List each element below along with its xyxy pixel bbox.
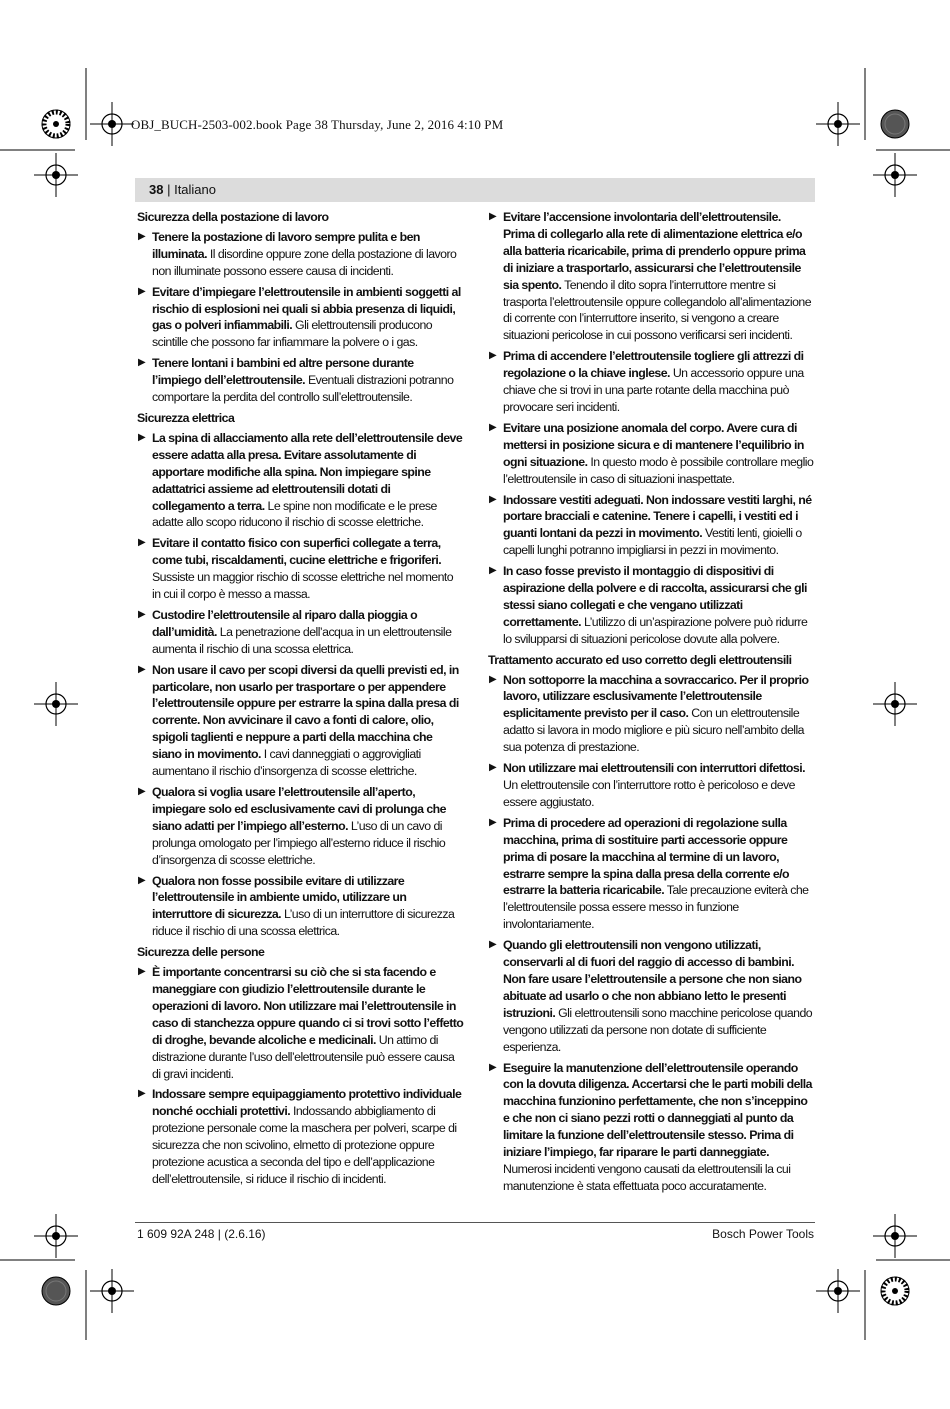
triangle-bullet-icon: ▶ (138, 786, 146, 797)
bullet-body-text: Un accessorio oppure una chiave che si trovi in una parte rotante della macchina può provocare seri incidenti. (503, 366, 804, 414)
triangle-bullet-icon: ▶ (489, 211, 497, 222)
triangle-bullet-icon: ▶ (138, 608, 146, 620)
page-number: 38 (149, 182, 164, 197)
bullet-bold-text: In caso fosse previsto il montaggio di dispositivi di aspirazione della polvere e di raccolta, assicurarsi che gli stessi siano collegati e che vengano utilizzati correttamente. (503, 564, 807, 629)
registration-cross-bottom-left (90, 1269, 134, 1313)
page-header (149, 182, 216, 197)
bullet-body-text: Il disordine oppure zone della postazione di lavoro non illuminate possono essere causa di incidenti. (152, 246, 457, 278)
triangle-bullet-icon: ▶ (138, 874, 146, 886)
bullet-body-text: L’uso di un cavo di prolunga omologato per l’impiego all’esterno riduce il rischio d’insorgenza di scosse elettriche. (152, 818, 446, 867)
triangle-bullet-icon: ▶ (489, 1061, 497, 1073)
bullet-bold-text: Non sottoporre la macchina a sovraccarico. Per il proprio lavoro, utilizzare esclusivamente l’elettroutensile esplicitamente previsto per il caso. (503, 672, 809, 721)
bullet-item (488, 815, 815, 933)
bullet-body-text: La penetrazione dell’acqua in un elettroutensile aumenta il rischio di una scossa elettrica. (152, 624, 452, 656)
bullet-body-text: Un elettroutensile con l’interruttore rotto è pericoloso e deve essere aggiustato. (503, 778, 795, 809)
registration-cross-top-left (90, 102, 134, 146)
bullet-bold-text: Evitare d’impiegare l’elettroutensile in ambienti soggetti al rischio di esplosioni nei quali si abbia presenza di liquidi, gas o polveri infiammabili. (152, 284, 461, 333)
bullet-item (488, 348, 815, 416)
bullet-bold-text: Evitare l’accensione involontaria dell’elettroutensile. Prima di collegarlo alla rete di alimentazione elettrica e/o alla batteria ricaricabile, prima di prenderlo oppure prima di iniziare a trasportarlo, assicurarsi che l’elettroutensile sia spento. (503, 210, 806, 292)
bullet-item (137, 662, 464, 780)
section-heading: Trattamento accurato ed uso corretto degli elettroutensili (488, 652, 792, 667)
bullet-body-text: In questo modo è possibile controllare meglio l’elettroutensile in caso di situazioni inaspettate. (503, 454, 814, 486)
bullet-body-text: L’utilizzo di un’aspirazione polvere può ridurre lo svilupparsi di situazioni pericolose dovute alla polvere. (503, 614, 808, 646)
triangle-bullet-icon: ▶ (489, 565, 497, 577)
bullet-body-text: Le spine non modificate e le prese adatte allo scopo riducono il rischio di scosse elettriche. (152, 498, 437, 530)
triangle-bullet-icon: ▶ (489, 673, 497, 685)
registration-cross-left-lower (34, 1214, 78, 1258)
bullet-bold-text: Evitare il contatto fisico con superfici collegate a terra, come tubi, riscaldamenti, cucine elettriche e frigoriferi. (152, 536, 442, 568)
bullet-bold-text: Tenere lontani i bambini ed altre persone durante l’impiego dell’elettroutensile. (152, 356, 414, 388)
registration-cross-right-middle (873, 682, 917, 726)
registration-cross-right-lower (873, 1214, 917, 1258)
header-language: Italiano (174, 182, 216, 197)
registration-cross-right-upper (873, 153, 917, 197)
bullet-item (488, 760, 815, 811)
triangle-bullet-icon: ▶ (138, 285, 146, 297)
bullet-body-text: Gli elettroutensili producono scintille che possono far infiammare la polvere o i gas. (152, 318, 433, 350)
bullet-body-text: Sussiste un maggior rischio di scosse elettriche nel momento in cui il corpo è messo a massa. (152, 570, 454, 602)
bullet-item (137, 607, 464, 658)
bullet-item (488, 492, 815, 560)
triangle-bullet-icon: ▶ (138, 1088, 146, 1100)
bullet-body-text: I cavi danneggiati o aggrovigliati aumentano il rischio d’insorgenza di scosse elettriche. (152, 747, 421, 779)
bullet-bold-text: Indossare sempre equipaggiamento protettivo individuale nonché occhiali protettivi. (152, 1087, 462, 1119)
triangle-bullet-icon: ▶ (489, 762, 497, 774)
registration-star-bottom-right (881, 1277, 909, 1305)
bullet-body-text: Indossando abbigliamento di protezione personale come la maschera per polveri, scarpe di sicurezza che non scivolino, elmetto di protezione oppure protezione acustica a seconda del tipo e dell’applicazione dell’elettroutensile, si riduce il rischio di incidenti. (152, 1104, 457, 1186)
bullet-body-text: Un attimo di distrazione durante l’uso dell’elettroutensile può essere causa di gravi incidenti. (152, 1032, 455, 1081)
bullet-bold-text: È importante concentrarsi su ciò che si sta facendo e maneggiare con giudizio l’elettroutensile durante le operazioni di lavoro. Non utilizzare mai l’elettroutensile in caso di stanchezza oppure quando ci si trovi sotto l’effetto di droghe, bevande alcoliche e medicinali. (152, 965, 464, 1047)
triangle-bullet-icon: ▶ (138, 230, 146, 242)
section-heading: Sicurezza delle persone (137, 945, 265, 960)
bullet-body-text: Gli elettroutensili sono macchine pericolose quando vengono utilizzati da persone non dotate di sufficiente esperienza. (503, 1005, 813, 1054)
triangle-bullet-icon: ▶ (138, 357, 146, 369)
bullet-item (137, 229, 464, 280)
page-header-bar (135, 178, 815, 202)
triangle-bullet-icon: ▶ (138, 966, 146, 978)
bullet-bold-text: Non utilizzare mai elettroutensili con interruttori difettosi. (503, 761, 805, 776)
book-info-line: OBJ_BUCH-2503-002.book Page 38 Thursday, June 2, 2016 4:10 PM (131, 117, 504, 132)
bullet-item (137, 355, 464, 406)
left-column (137, 209, 464, 1192)
bullet-item (137, 873, 464, 941)
bullet-item (488, 420, 815, 488)
footer-brand: Bosch Power Tools (712, 1227, 814, 1241)
bullet-body-text: Vestiti lenti, gioielli o capelli lunghi potranno impigliarsi in pezzi in movimento. (503, 526, 802, 558)
bullet-bold-text: Qualora non fosse possibile evitare di utilizzare l’elettroutensile in ambiente umido, utilizzare un interruttore di sicurezza. (152, 873, 407, 922)
bullet-bold-text: Prima di procedere ad operazioni di regolazione sulla macchina, prima di sostituire parti accessorie oppure prima di posare la macchina al termine di un lavoro, estrarre sempre la spina dalla presa della corrente e/o estrarre la batteria ricaricabile. (503, 815, 790, 898)
bullet-item (488, 672, 815, 757)
bullet-bold-text: Tenere la postazione di lavoro sempre pulita e ben illuminata. (152, 229, 420, 261)
triangle-bullet-icon: ▶ (138, 537, 146, 549)
bullet-bold-text: Prima di accendere l’elettroutensile togliere gli attrezzi di regolazione o la chiave inglese. (503, 349, 804, 381)
section-heading: Sicurezza della postazione di lavoro (137, 210, 329, 224)
bullet-bold-text: Qualora si voglia usare l’elettroutensile all’aperto, impiegare solo ed esclusivamente cavi di prolunga che siano adatti per l’impiego all’esterno. (152, 785, 446, 833)
footer-doc-number: 1 609 92A 248 | (2.6.16) (137, 1227, 266, 1241)
bullet-item (137, 284, 464, 352)
bullet-item (137, 784, 464, 869)
registration-cross-left-middle (34, 682, 78, 726)
triangle-bullet-icon: ▶ (489, 493, 497, 505)
header-separator: | (163, 182, 175, 197)
bullet-item (488, 937, 815, 1055)
triangle-bullet-icon: ▶ (489, 421, 497, 433)
registration-disc-top-right (881, 110, 909, 138)
bullet-body-text: Eventuali distrazioni potranno comportare la perdita del controllo sull’elettroutensile. (152, 373, 454, 405)
registration-cross-top-right (816, 102, 860, 146)
bullet-bold-text: Indossare vestiti adeguati. Non indossare vestiti larghi, né portare bracciali e catenine. Tenere i capelli, i vestiti ed i guanti lontani da pezzi in movimento. (503, 492, 812, 541)
bullet-item (488, 563, 815, 648)
bullet-bold-text: Evitare una posizione anomala del corpo. Avere cura di mettersi in posizione sicura e di mantenere l’equilibrio in ogni situazione. (503, 420, 804, 469)
bullet-body-text: L’uso di un interruttore di sicurezza riduce il rischio di una scossa elettrica. (152, 907, 455, 939)
right-column (488, 209, 815, 1199)
bullet-item (488, 1060, 815, 1195)
bullet-body-text: Con un elettroutensile adatto si lavora in modo migliore e più sicuro nell’ambito della sua potenza di prestazione. (503, 706, 804, 755)
bullet-bold-text: Quando gli elettroutensili non vengono utilizzati, conservarli al di fuori del raggio di accesso di bambini. Non fare usare l’elettroutensile a persone che non siano abituate ad usarlo o che non abbiano letto le presenti istruzioni. (503, 938, 802, 1020)
bullet-body-text: Tale precauzione eviterà che l’elettroutensile possa essere messo in funzione involontariamente. (503, 883, 809, 932)
bullet-body-text: Tenendo il dito sopra l’interruttore mentre si trasporta l’elettroutensile oppure collegandolo all’alimentazione di corrente con l’interruttore inserito, si vengono a creare situazioni pericolose in cui possono verificarsi seri incidenti. (503, 277, 812, 343)
bullet-body-text: Numerosi incidenti vengono causati da elettroutensili la cui manutenzione è stata effettuata poco accuratamente. (503, 1161, 791, 1193)
footer-rule (135, 1222, 815, 1223)
registration-disc-bottom-left (42, 1277, 70, 1305)
triangle-bullet-icon: ▶ (138, 431, 146, 443)
registration-cross-bottom-right (816, 1269, 860, 1313)
bullet-item (488, 209, 815, 344)
bullet-bold-text: La spina di allacciamento alla rete dell’elettroutensile deve essere adatta alla presa. Evitare assolutamente di apportare modifiche alla spina. Non impiegare spine adattatrici assieme ad elettroutensili dotati di collegamento a terra. (152, 430, 463, 513)
bullet-bold-text: Eseguire la manutenzione dell’elettroutensile operando con la dovuta diligenza. Accertarsi che le parti mobili della macchina funzionino perfettamente, che non s’inceppino e che non ci siano pezzi rotti o danneggiati al punto da limitare la funzione dell’elettroutensile stesso. Prima di iniziare l’impiego, far riparare le parti danneggiate. (503, 1060, 812, 1160)
bullet-item (137, 1086, 464, 1187)
bullet-bold-text: Custodire l’elettroutensile al riparo dalla pioggia o dall’umidità. (152, 607, 418, 639)
bullet-bold-text: Non usare il cavo per scopi diversi da quelli previsti ed, in particolare, non usarlo per trasportare o per appendere l’elettroutensile oppure per estrarre la spina dalla presa di corrente. Non avvicinare il cavo a fonti di calore, olio, spigoli taglienti e neppure a parti della macchina che siano in movimento. (152, 662, 459, 762)
section-heading: Sicurezza elettrica (137, 410, 235, 425)
bullet-item (137, 964, 464, 1082)
triangle-bullet-icon: ▶ (138, 663, 146, 675)
bullet-item (137, 430, 464, 531)
bullet-item (137, 535, 464, 603)
registration-cross-left-upper (34, 153, 78, 197)
registration-star-top-left (42, 110, 70, 138)
triangle-bullet-icon: ▶ (489, 939, 497, 951)
triangle-bullet-icon: ▶ (489, 816, 497, 828)
triangle-bullet-icon: ▶ (489, 350, 497, 362)
